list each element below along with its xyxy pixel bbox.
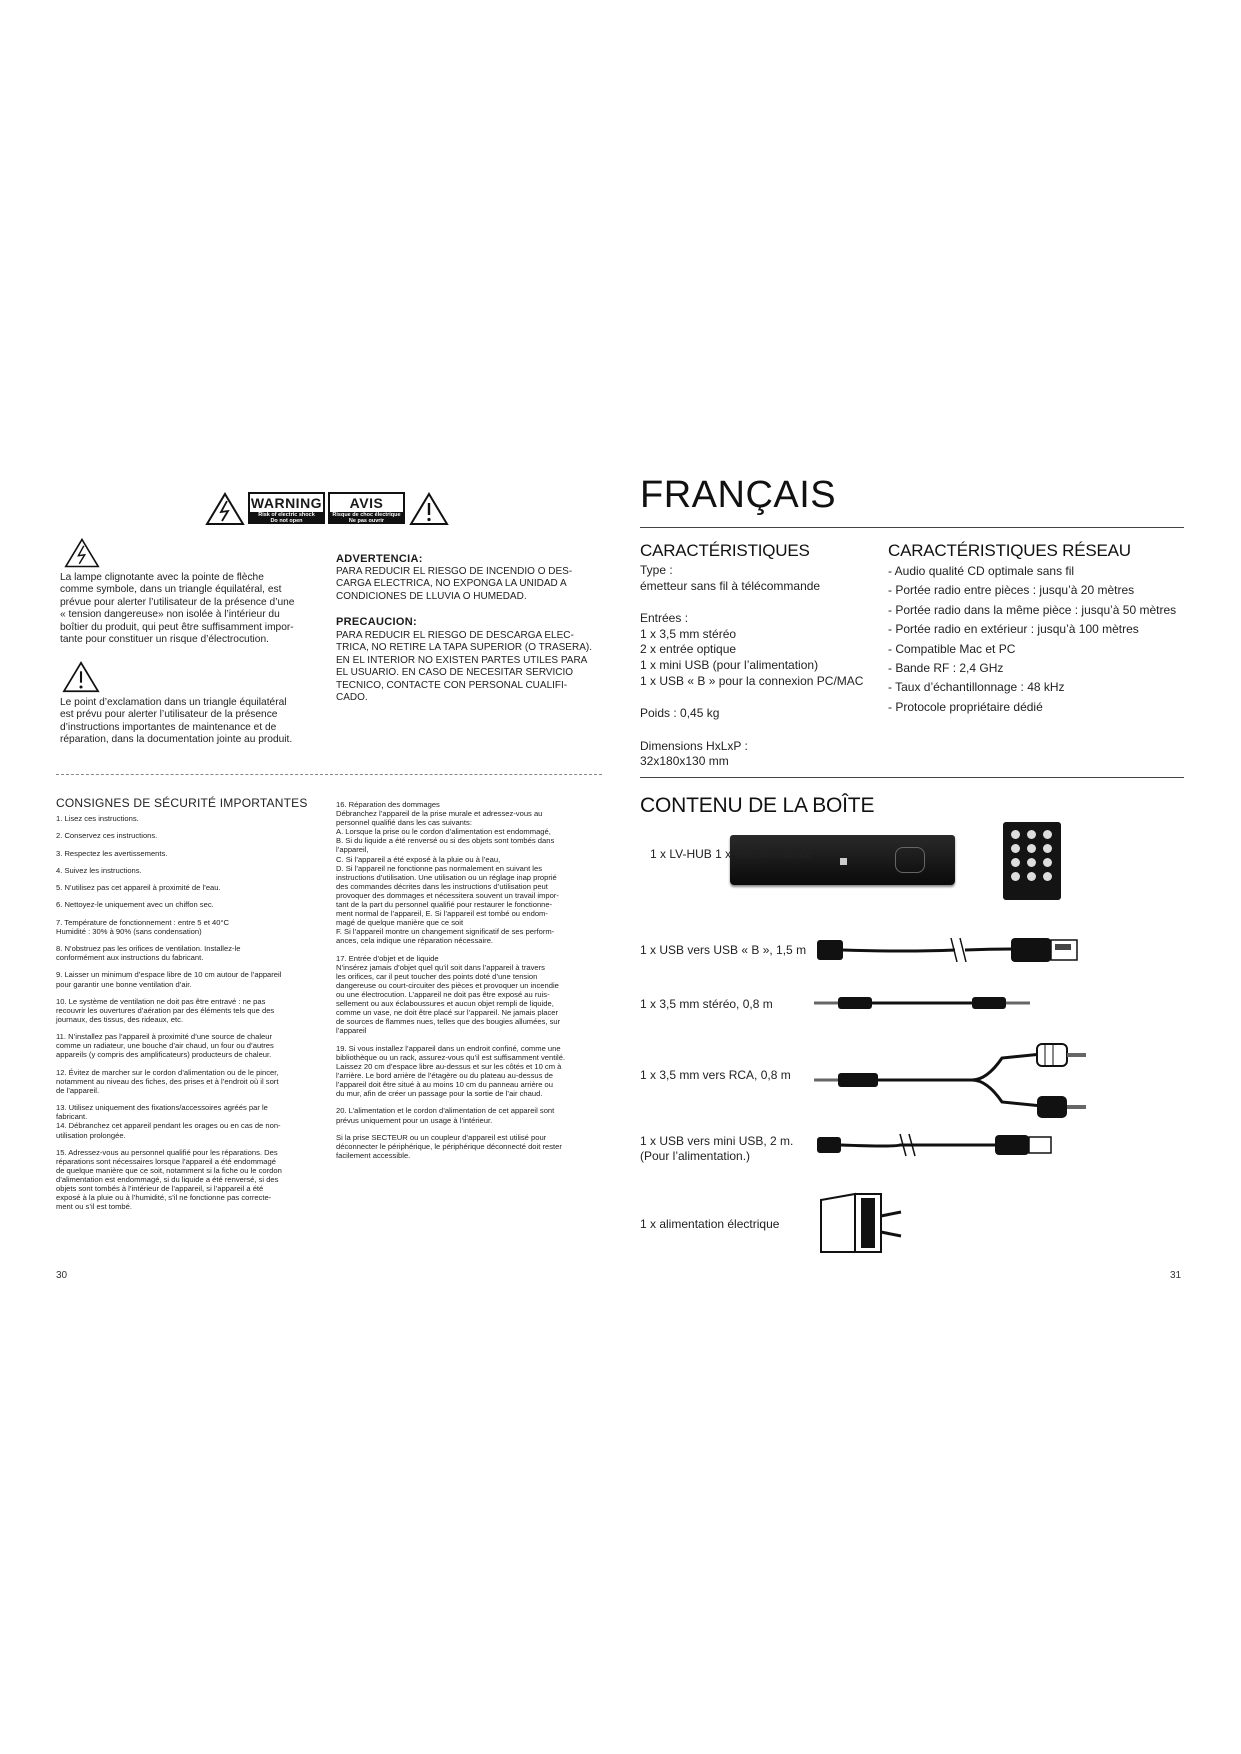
title-rule — [640, 527, 1184, 528]
box-item-rca: 1 x 3,5 mm vers RCA, 0,8 m — [640, 1068, 791, 1082]
box-item-usb-b: 1 x USB vers USB « B », 1,5 m — [640, 943, 807, 957]
type-label: Type : — [640, 563, 673, 577]
input-item: 1 x USB « B » pour la connexion PC/MAC — [640, 673, 864, 688]
list-item: 16. Réparation des dommages Débranchez l’appareil de la prise murale et adressez-vous au personnel qualifié dans les cas suivants: A. Lorsque la prise ou le cordon d’alimentation est endommagé, B. Si du liquide a été renversé ou si des objets sont tombés dans l’appareil, C. Si l’appareil a été exposé à la pluie ou à l’eau, D. Si l’appareil ne fonctionne pas normalement en suivant les instructions d’utilisation. Une utilisation ou un réglage inap proprié des commandes décrites dans les instructions d’utilisation peut provoquer des dommages et nécessitera souvent un travail impor- tant de la part du personnel qualifié pour restaurer le fonctionne- ment normal de l’appareil, E. Si l’appareil est tombé ou endom- magé de quelque manière que ce soit F. Si l’appareil montre un changement significatif de ses perform- ances, cela indique une réparation nécessaire. — [336, 800, 559, 946]
advertencia-title: ADVERTENCIA: — [336, 553, 423, 565]
list-item: - Portée radio dans la même pièce : jusqu’à 50 mètres — [888, 602, 1177, 617]
advertencia-text: PARA REDUCIR EL RIESGO DE INCENDIO O DES- CARGA ELECTRICA, NO EXPONGA LA UNIDAD A CONDICIONES DE LLUVIA O HUMEDAD. — [336, 566, 573, 602]
list-item: 2. Conservez ces instructions. — [56, 831, 158, 841]
avis-line1: Risque de choc électrique — [332, 512, 401, 518]
caracteristiques-body — [640, 563, 880, 770]
box-item-stereo: 1 x 3,5 mm stéréo, 0,8 m — [640, 997, 773, 1011]
warning-line2: Do not open — [270, 518, 303, 524]
precaucion-title: PRECAUCION: — [336, 616, 417, 628]
list-item: 17. Entrée d’objet et de liquide N’insérez jamais d’objet quel qu’il soit dans l’appareil à travers les orifices, car il peut toucher des points doté d’une tension dangereuse ou court-circuiter des pièces et provoquer un incendie ou une électrocution. L’appareil ne doit pas être exposé au ruis- sellement ou aux éclaboussures et aucun objet rempli de liquide, comme un vase, ne doit être placé sur l’appareil. Ne jamais placer de sources de flammes nues, telles que des bougies allumées, sur l’appareil — [336, 953, 561, 1036]
list-item: 12. Évitez de marcher sur le cordon d’alimentation ou de le pincer, notamment au niveau des fiches, des prises et à l’endroit où il sort de l’appareil. — [56, 1067, 279, 1095]
dashed-divider — [56, 774, 602, 775]
list-item: 19. Si vous installez l’appareil dans un endroit confiné, comme une bibliothèque ou un rack, assurez-vous qu’il est suffisamment ventilé. Laissez 20 cm d’espace libre au-dessus et sur les côtés et 10 cm à l’arrière. Le bord arrière de l’étagère ou du plateau au-dessus de l’appareil doit être situé à au moins 10 cm du panneau arrière ou du mur, afin de créer un passage pour la sortie de l’air chaud. — [336, 1043, 566, 1099]
list-item: 15. Adressez-vous au personnel qualifié pour les réparations. Des réparations sont nécessaires lorsque l’appareil a été endommagé de quelque manière que ce soit, notamment si la fiche ou le cordon d’alimentation est endommagé, si du liquide a été renversé, si des objets sont tombés à l’intérieur de l’appareil, si l’appareil a été exposé à la pluie ou à l’humidité, s’il ne fonctionne pas correcte- ment ou s’il est tombé. — [56, 1147, 282, 1212]
list-item: - Bande RF : 2,4 GHz — [888, 661, 1004, 676]
box-item-hub: 1 x LV-HUB 1 x télécommande — [650, 847, 814, 861]
list-item: 7. Température de fonctionnement : entre 5 et 40°C Humidité : 30% à 90% (sans condensation) — [56, 917, 230, 936]
warning-line1: Risk of electric shock — [258, 512, 315, 518]
precaucion-text: PARA REDUCIR EL RIESGO DE DESCARGA ELEC- TRICA, NO RETIRE LA TAPA SUPERIOR (O TRASERA). EN EL INTERIOR NO EXISTEN PARTES UTILES PARA EL USUARIO. EN CASO DE NECESITAR SERVICIO TECNICO, CONTACTE CON PERSONAL CUALIFI- CADO. — [336, 630, 592, 704]
list-item: 20. L’alimentation et le cordon d’alimentation de cet appareil sont prévus uniquement pour un usage à l’intérieur. — [336, 1106, 555, 1125]
mini-usb-cable-icon — [815, 1132, 1055, 1158]
list-item: 5. N’utilisez pas cet appareil à proximité de l’eau. — [56, 883, 221, 893]
lightning-symbol-icon — [64, 537, 100, 569]
warning-labels — [205, 492, 445, 528]
power-supply-icon — [815, 1188, 905, 1258]
list-item: 4. Suivez les instructions. — [56, 865, 142, 875]
list-item: 10. Le système de ventilation ne doit pas être entravé : ne pas recouvrir les ouvertures d’aération par des éléments tels que des journaux, des tissus, des rideaux, etc. — [56, 996, 275, 1024]
input-item: 1 x 3,5 mm stéréo — [640, 626, 737, 641]
list-item: 11. N’installez pas l’appareil à proximité d’une source de chaleur comme un radiateur, une bouche d’air chaud, un four ou d’autres appareils (y compris des amplificateurs) producteurs de chaleur. — [56, 1032, 274, 1060]
avis-title: AVIS — [349, 495, 384, 511]
exclamation-explanation: Le point d’exclamation dans un triangle équilatéral est prévu pour alerter l’utilisateur de la présence d’instructions importantes de maintenance et de réparation, dans la documentation jointe au produit. — [60, 697, 293, 746]
consignes-column-1 — [56, 814, 321, 1220]
lightning-explanation: La lampe clignotante avec la pointe de flèche comme symbole, dans un triangle équilatéral, est prévue pour alerter l’utilisateur de la présence d’une « tension dangereuse» non isolée à l’intérieur du boîtier du produit, qui peut être suffisamment impor- tante pour constituer un risque d’électrocution. — [60, 572, 295, 646]
type-value: émetteur sans fil à télécommande — [640, 578, 821, 593]
list-item: - Compatible Mac et PC — [888, 641, 1016, 656]
caracteristiques-title: CARACTÉRISTIQUES — [640, 541, 810, 560]
stereo-cable-icon — [812, 992, 1032, 1014]
list-item: 6. Nettoyez-le uniquement avec un chiffon sec. — [56, 900, 214, 910]
inputs-label: Entrées : — [640, 611, 689, 626]
list-item: 9. Laisser un minimum d’espace libre de 10 cm autour de l’appareil pour garantir une bonne ventilation d’air. — [56, 970, 282, 989]
list-item: Si la prise SECTEUR ou un coupleur d’appareil est utilisé pour déconnecter le périphérique, le périphérique déconnecté doit rester facilement accessible. — [336, 1132, 562, 1161]
list-item: - Portée radio entre pièces : jusqu’à 20 mètres — [888, 583, 1135, 598]
box-item-power: 1 x alimentation électrique — [640, 1217, 780, 1231]
list-item: 1. Lisez ces instructions. — [56, 814, 139, 823]
weight: Poids : 0,45 kg — [640, 706, 720, 721]
list-item: - Protocole propriétaire dédié — [888, 699, 1043, 714]
rca-cable-icon — [812, 1040, 1092, 1120]
reseau-list — [888, 562, 1188, 717]
device-control-pad-icon — [895, 847, 925, 873]
reseau-title: CARACTÉRISTIQUES RÉSEAU — [888, 541, 1131, 560]
section-rule — [640, 777, 1184, 778]
list-item: - Taux d’échantillonnage : 48 kHz — [888, 680, 1065, 695]
consignes-title: CONSIGNES DE SÉCURITÉ IMPORTANTES — [56, 796, 308, 810]
exclamation-triangle-icon — [409, 492, 449, 526]
contenu-title: CONTENU DE LA BOÎTE — [640, 794, 875, 817]
device-logo-icon — [840, 858, 847, 865]
warning-label — [248, 492, 325, 524]
warning-title: WARNING — [250, 495, 323, 511]
avis-line2: Ne pas ouvrir — [348, 518, 385, 524]
list-item: 8. N’obstruez pas les orifices de ventilation. Installez-le conformément aux instructions du fabricant. — [56, 944, 241, 963]
dimensions-value: 32x180x130 mm — [640, 754, 729, 769]
page-number-left: 30 — [56, 1270, 68, 1281]
page-title: FRANÇAIS — [640, 474, 837, 516]
lightning-triangle-icon — [205, 492, 245, 526]
dimensions-label: Dimensions HxLxP : — [640, 738, 748, 753]
remote-control-image — [1003, 822, 1061, 900]
input-item: 2 x entrée optique — [640, 642, 737, 657]
list-item: 13. Utilisez uniquement des fixations/accessoires agréés par le fabricant. 14. Débranchez cet appareil pendant les orages ou en cas de non- utilisation prolongée. — [56, 1103, 281, 1140]
exclamation-symbol-icon — [62, 660, 100, 694]
usb-b-cable-icon — [815, 932, 1085, 968]
list-item: - Audio qualité CD optimale sans fil — [888, 564, 1075, 578]
page-number-right: 31 — [1170, 1270, 1182, 1281]
avis-label — [328, 492, 405, 524]
box-item-mini-usb: 1 x USB vers mini USB, 2 m. (Pour l’alimentation.) — [640, 1134, 794, 1163]
list-item: 3. Respectez les avertissements. — [56, 848, 168, 858]
input-item: 1 x mini USB (pour l’alimentation) — [640, 657, 819, 672]
list-item: - Portée radio en extérieur : jusqu’à 100 mètres — [888, 622, 1139, 637]
consignes-column-2 — [336, 800, 606, 1168]
